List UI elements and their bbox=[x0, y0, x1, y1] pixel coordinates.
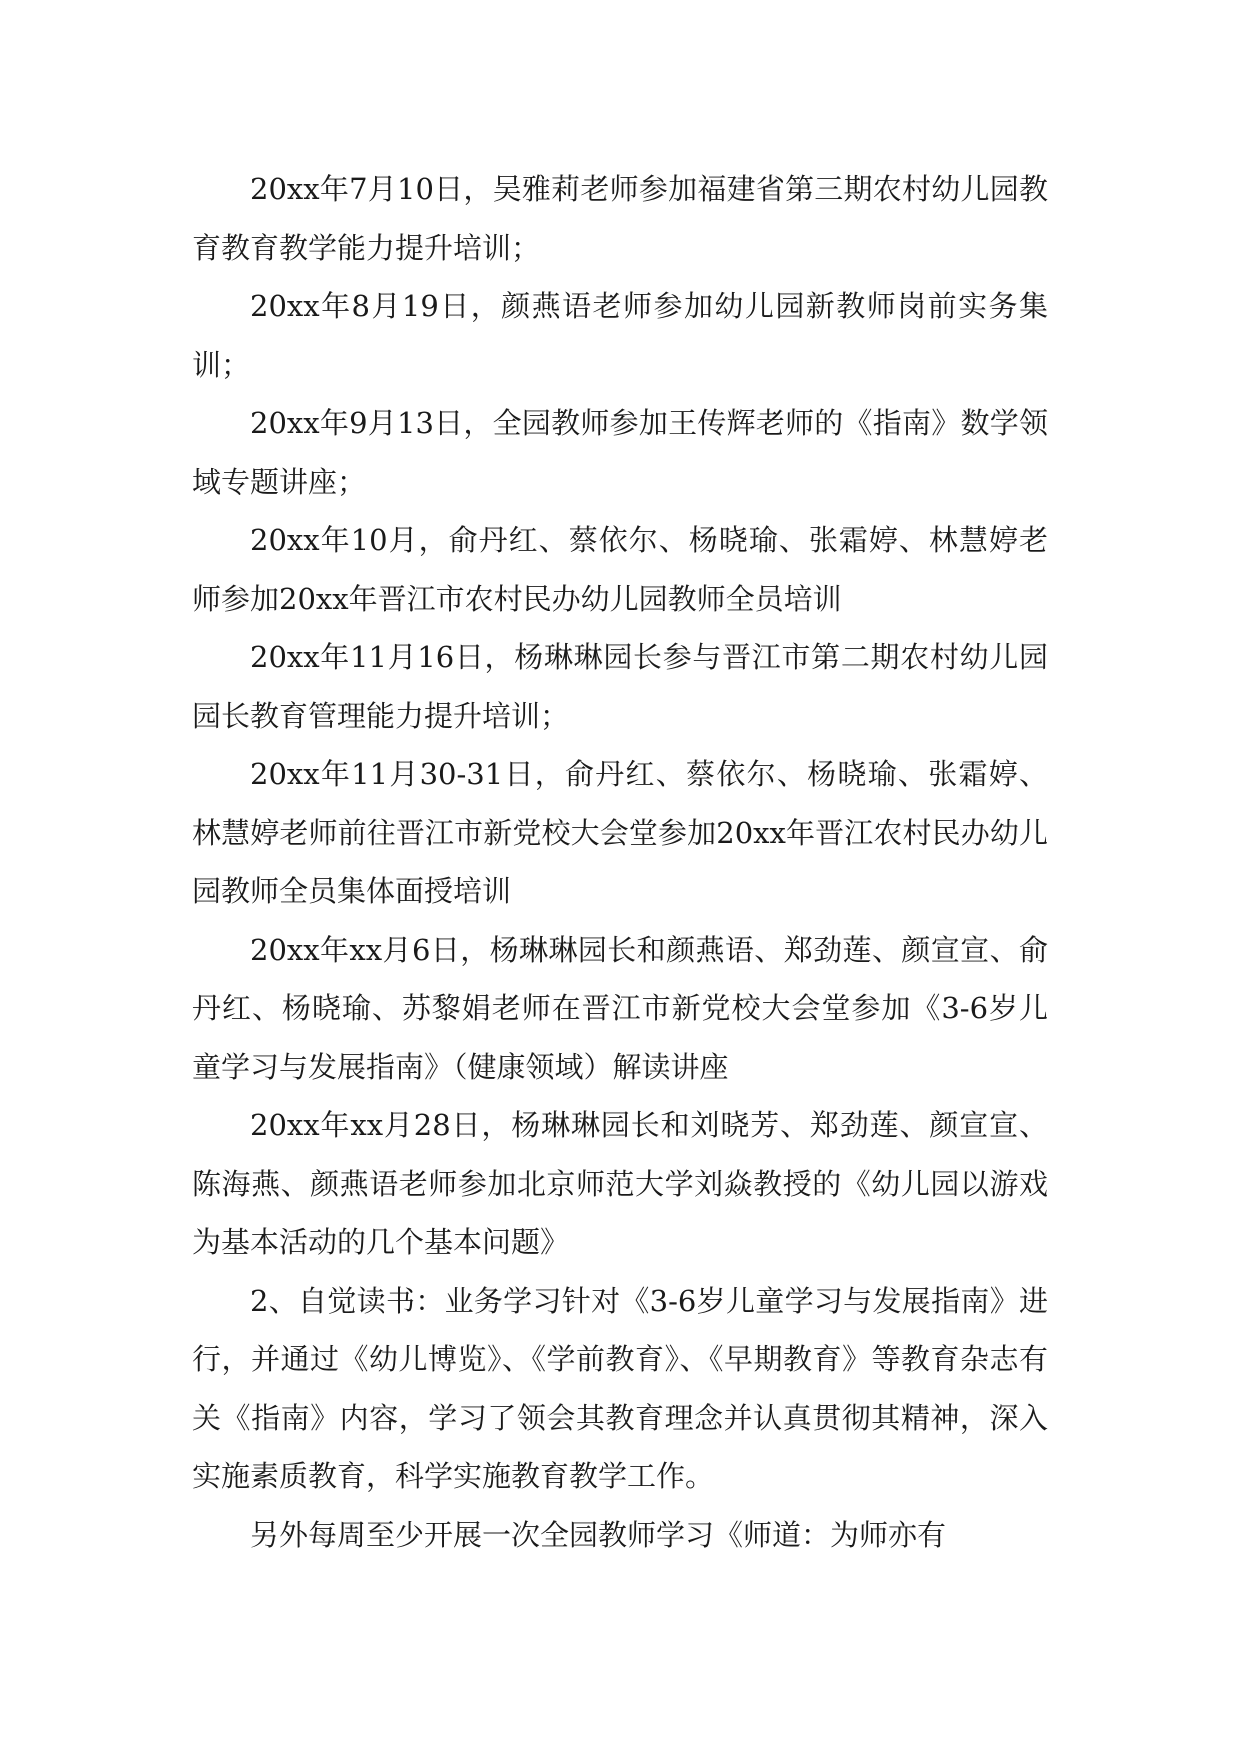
paragraph-self-reading: 2、自觉读书：业务学习针对《3-6岁儿童学习与发展指南》进行，并通过《幼儿博览》、《学前教育》、《早期教育》等教育杂志有关《指南》内容，学习了领会其教育理念并认真贯彻其精神，深入实施素质教育，科学实施教育教学工作。 bbox=[192, 1283, 1048, 1493]
paragraph-lecture-xx-6: 20xx年xx月6日，杨琳琳园长和颜燕语、郑劲莲、颜宣宣、俞丹红、杨晓瑜、苏黎娟老师在晋江市新党校大会堂参加《3-6岁儿童学习与发展指南》（健康领域）解读讲座 bbox=[192, 932, 1048, 1084]
paragraph-training-nov-30: 20xx年11月30-31日，俞丹红、蔡依尔、杨晓瑜、张霜婷、林慧婷老师前往晋江市新党校大会堂参加20xx年晋江农村民办幼儿园教师全员集体面授培训 bbox=[192, 757, 1048, 908]
document-page bbox=[192, 160, 1048, 1564]
paragraph-training-jul-10: 20xx年7月10日，吴雅莉老师参加福建省第三期农村幼儿园教育教育教学能力提升培训； bbox=[192, 172, 1048, 265]
paragraph-training-oct: 20xx年10月，俞丹红、蔡依尔、杨晓瑜、张霜婷、林慧婷老师参加20xx年晋江市农村民办幼儿园教师全员培训 bbox=[192, 523, 1048, 616]
paragraph-training-nov-16: 20xx年11月16日，杨琳琳园长参与晋江市第二期农村幼儿园园长教育管理能力提升培训； bbox=[192, 640, 1048, 733]
paragraph-lecture-sep-13: 20xx年9月13日，全园教师参加王传辉老师的《指南》数学领域专题讲座； bbox=[192, 406, 1048, 499]
paragraph-lecture-xx-28: 20xx年xx月28日，杨琳琳园长和刘晓芳、郑劲莲、颜宣宣、陈海燕、颜燕语老师参加北京师范大学刘焱教授的《幼儿园以游戏为基本活动的几个基本问题》 bbox=[192, 1108, 1048, 1259]
paragraph-weekly-study: 另外每周至少开展一次全园教师学习《师道：为师亦有 bbox=[250, 1517, 947, 1552]
paragraph-training-aug-19: 20xx年8月19日，颜燕语老师参加幼儿园新教师岗前实务集训； bbox=[192, 289, 1048, 382]
